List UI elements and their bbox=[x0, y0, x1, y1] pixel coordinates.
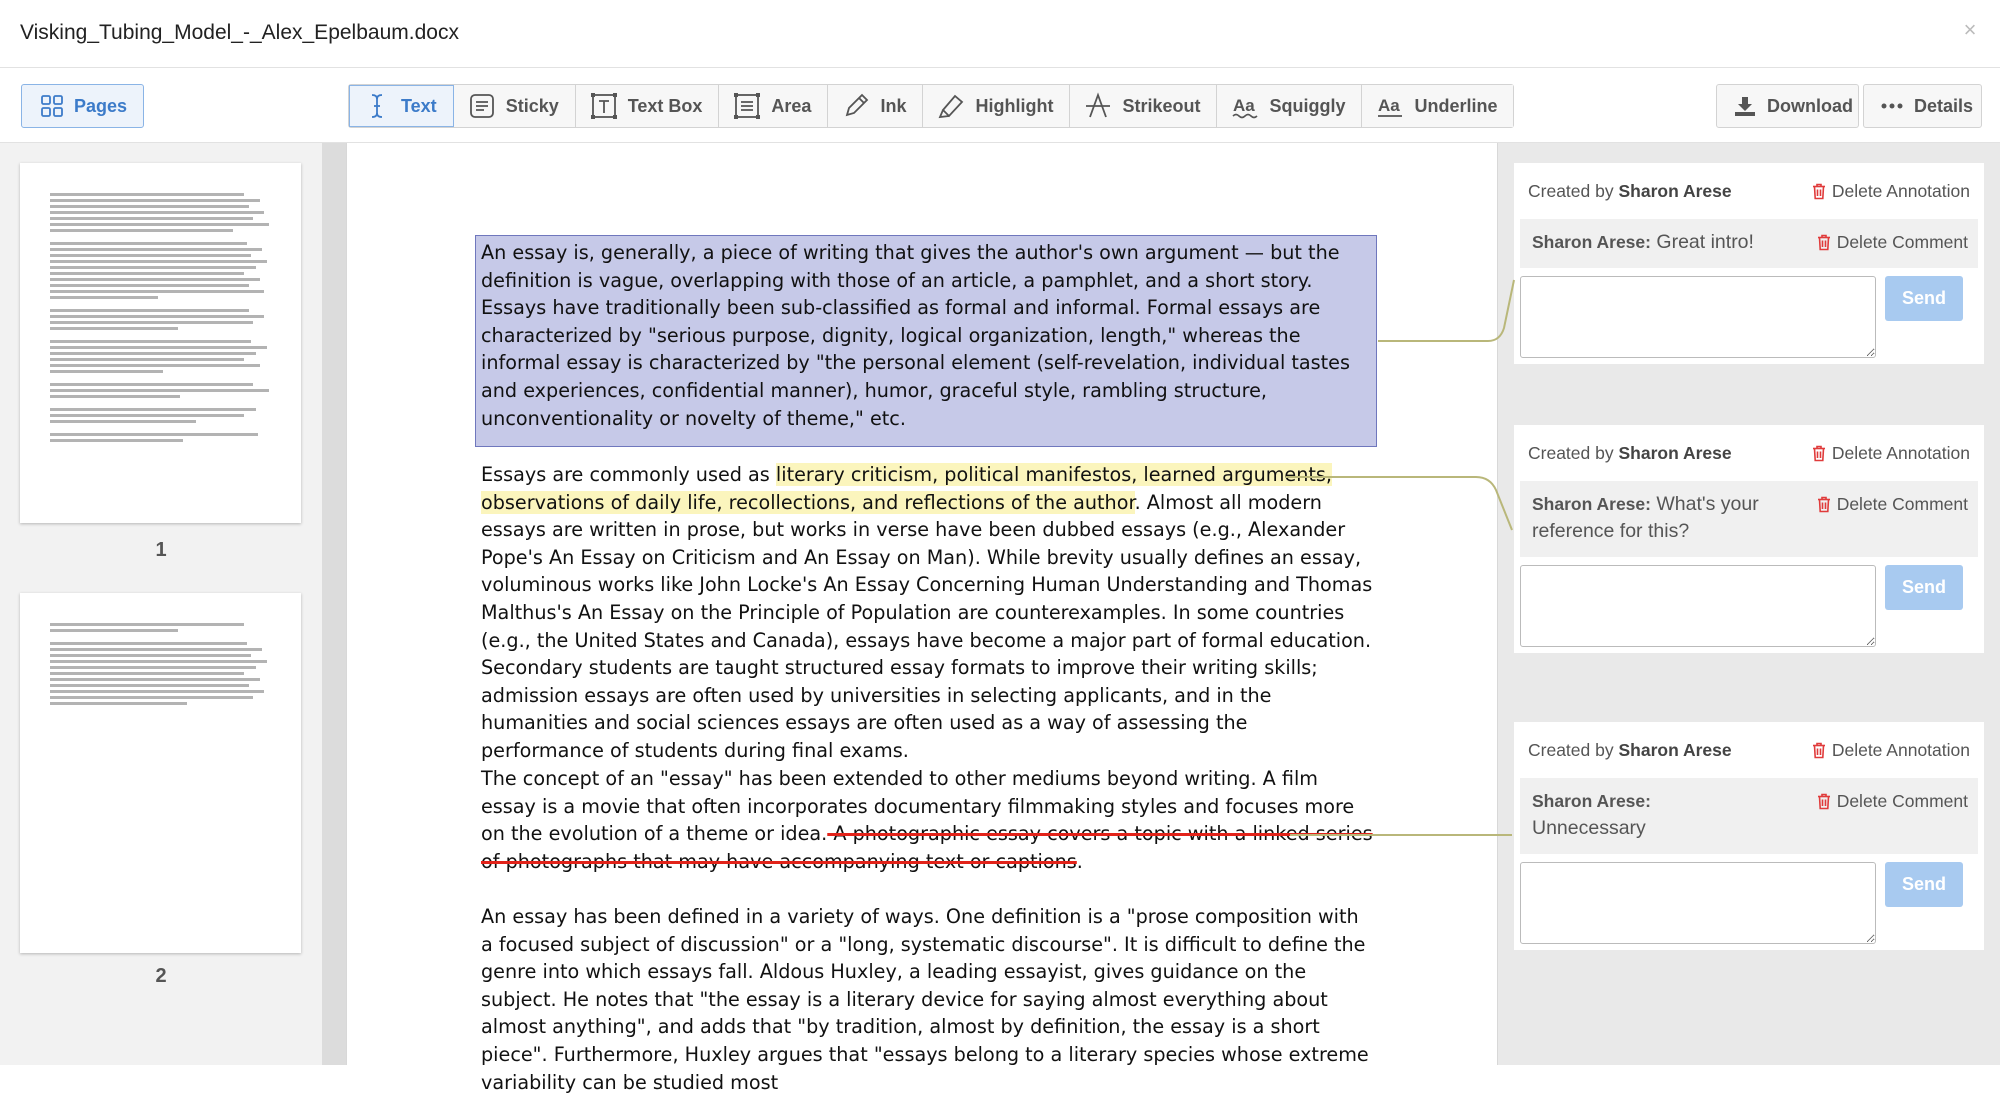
strikeout-annotation[interactable]: A photographic essay covers a topic with a linked series of photographs that may have accompanying text or captions bbox=[481, 822, 1373, 873]
delete-comment-button[interactable]: Delete Comment bbox=[1817, 491, 1968, 518]
tool-ink[interactable] bbox=[828, 85, 923, 127]
download-icon bbox=[1731, 92, 1759, 120]
thumbnail-text-line bbox=[50, 254, 251, 257]
trash-icon bbox=[1812, 183, 1826, 200]
pages-button[interactable] bbox=[21, 84, 144, 128]
thumbnail-text-line bbox=[50, 309, 249, 312]
thumbnail-text-line bbox=[50, 248, 262, 251]
thumbnail-text-line bbox=[50, 383, 253, 386]
page-thumbnail-2[interactable] bbox=[20, 593, 301, 953]
thumbnail-text-line bbox=[50, 272, 244, 275]
strikeout-icon bbox=[1084, 92, 1112, 120]
thumbnail-text-line bbox=[50, 370, 163, 373]
thumbnail-text-line bbox=[50, 364, 260, 367]
annotation-card bbox=[1514, 425, 1984, 653]
paragraph-4: An essay has been defined in a variety of ways. One definition is a "prose composition with a focused subject of discussion" or a "long, systematic discourse". It is difficult to define the genre into which essays fall. Aldous Huxley, a leading essayist, gives guidance on the subject. He notes that "the essay is a literary device for saying almost everything about almost anything", and adds that "by tradition, almost by definition, the essay is a short piece". Furthermore, Huxley argues that "essays belong to a literary species whose extreme variability can be studied most bbox=[481, 905, 1369, 1094]
squiggly-icon bbox=[1231, 92, 1259, 120]
thumbnail-text-line bbox=[50, 327, 178, 330]
paragraph-3 bbox=[481, 765, 1373, 875]
pages-button-label: Pages bbox=[74, 95, 128, 116]
highlight-annotation[interactable]: literary criticism, political manifestos, learned arguments, observations of daily life, recollections, and reflections of the author bbox=[481, 463, 1333, 514]
thumbnail-text-line bbox=[50, 217, 253, 220]
thumbnail-text-line bbox=[50, 205, 249, 208]
thumbnail-text-line bbox=[50, 439, 183, 442]
viewer-gutter bbox=[322, 143, 346, 1065]
thumbnail-text-line bbox=[50, 352, 256, 355]
comment-text: Unnecessary bbox=[1532, 817, 1646, 839]
thumbnail-text-line bbox=[50, 629, 178, 632]
pencil-icon bbox=[842, 92, 870, 120]
download-button[interactable] bbox=[1716, 84, 1859, 128]
thumbnail-text-line bbox=[50, 340, 251, 343]
thumbnail-text-line bbox=[50, 284, 249, 287]
annotation-author: Sharon Arese bbox=[1618, 442, 1732, 463]
annotation-tool-group bbox=[348, 84, 1514, 128]
comment-author: Sharon Arese: bbox=[1532, 494, 1651, 514]
thumbnail-text-line bbox=[50, 433, 258, 436]
page-number-2: 2 bbox=[155, 965, 167, 987]
tool-text-box-label: Text Box bbox=[627, 95, 703, 116]
tool-sticky[interactable] bbox=[454, 85, 576, 127]
paragraph-1: An essay is, generally, a piece of writing that gives the author's own argument — but the definition is vague, overlapping with those of an article, a pamphlet, and a short story. Essays have traditionally been sub-classified as formal and informal. Formal essays are characterized by "serious purpose, dignity, logical organization, length," whereas the informal essay is characterized by "the personal element (self-revelation, individual tastes and experiences, confidential manner), humor, graceful style, rambling structure, unconventionality or novelty of theme," etc. bbox=[481, 241, 1350, 430]
trash-icon bbox=[1817, 793, 1831, 810]
close-icon[interactable]: × bbox=[1963, 17, 1977, 42]
thumbnail-text-line bbox=[50, 660, 267, 663]
page-number-1: 1 bbox=[155, 539, 167, 561]
tool-strikeout-label: Strikeout bbox=[1122, 95, 1201, 116]
area-icon bbox=[733, 92, 761, 120]
tool-ink-label: Ink bbox=[880, 95, 907, 116]
delete-annotation-button[interactable]: Delete Annotation bbox=[1812, 181, 1970, 202]
thumbnail-text-line bbox=[50, 678, 260, 681]
thumbnail-text-line bbox=[50, 290, 264, 293]
comment-text: Great intro! bbox=[1656, 231, 1754, 253]
tool-highlight-label: Highlight bbox=[975, 95, 1054, 116]
text-cursor-icon bbox=[363, 92, 391, 120]
thumbnail-text-line bbox=[50, 229, 233, 232]
thumbnail-text-line bbox=[50, 648, 262, 651]
trash-icon bbox=[1812, 445, 1826, 462]
thumbnail-text-line bbox=[50, 389, 269, 392]
sticky-note-icon bbox=[468, 92, 496, 120]
thumbnail-text-line bbox=[50, 346, 267, 349]
thumbnail-text-line bbox=[50, 623, 244, 626]
thumbnail-text-line bbox=[50, 193, 244, 196]
ellipsis-icon bbox=[1878, 92, 1906, 120]
comment bbox=[1520, 778, 1978, 854]
comment-text: What's your reference for this? bbox=[1532, 493, 1759, 542]
created-by-text: Created by Sharon Arese bbox=[1528, 442, 1732, 463]
grid-icon bbox=[38, 92, 66, 120]
trash-icon bbox=[1812, 742, 1826, 759]
tool-squiggly-label: Squiggly bbox=[1269, 95, 1346, 116]
annotation-card bbox=[1514, 163, 1984, 364]
tool-underline[interactable] bbox=[1362, 85, 1513, 127]
toolbar bbox=[0, 68, 2000, 143]
send-button[interactable]: Send bbox=[1885, 565, 1963, 610]
tool-area[interactable] bbox=[719, 85, 828, 127]
annotation-author: Sharon Arese bbox=[1618, 180, 1732, 201]
delete-annotation-button[interactable]: Delete Annotation bbox=[1812, 740, 1970, 761]
tool-sticky-label: Sticky bbox=[505, 95, 559, 116]
tool-strikeout[interactable] bbox=[1070, 85, 1217, 127]
thumbnail-text-line bbox=[50, 690, 264, 693]
tool-text-label: Text bbox=[401, 95, 437, 116]
svg-text:Aa: Aa bbox=[1378, 96, 1401, 115]
tool-squiggly[interactable] bbox=[1217, 85, 1362, 127]
paragraph-3-text-end: . bbox=[1076, 849, 1083, 873]
thumbnail-text-line bbox=[50, 684, 249, 687]
download-button-label: Download bbox=[1767, 95, 1853, 116]
tool-highlight[interactable] bbox=[923, 85, 1070, 127]
created-by-text: Created by Sharon Arese bbox=[1528, 739, 1732, 760]
thumbnail-text-line bbox=[50, 408, 256, 411]
details-button-label: Details bbox=[1914, 95, 1974, 116]
thumbnail-text-line bbox=[50, 395, 180, 398]
paragraph-2 bbox=[481, 461, 1373, 765]
trash-icon bbox=[1817, 496, 1831, 513]
page-thumbnails-panel bbox=[0, 143, 322, 1065]
thumbnail-text-line bbox=[50, 296, 158, 299]
annotations-panel bbox=[1498, 143, 2000, 1065]
annotation-card bbox=[1514, 722, 1984, 950]
send-button[interactable]: Send bbox=[1885, 276, 1963, 321]
text-box-icon bbox=[590, 92, 618, 120]
details-button[interactable] bbox=[1863, 84, 1982, 128]
paragraph-2-text-end: . Almost all modern essays are written in prose, but works in verse have been dubbed essays (e.g., Alexander Pope's An Essay on Criticism and An Essay on Man). While brevity usually defines an essay, voluminous works like John Locke's An Essay Concerning Human Understanding and Thomas Malthus's An Essay on the Principle of Population are counterexamples. In some countries (e.g., the United States and Canada), essays have become a major part of formal education. Secondary students are taught structured essay formats to improve their writing skills; admission essays are often used by universities in selecting applicants, and in the humanities and social sciences essays are often used as a way of assessing the performance of students during final exams. bbox=[481, 490, 1373, 762]
underline-icon bbox=[1376, 92, 1404, 120]
created-by-text: Created by Sharon Arese bbox=[1528, 180, 1732, 201]
thumbnail-text-line bbox=[50, 666, 256, 669]
thumbnail-text-line bbox=[50, 278, 260, 281]
highlighter-icon bbox=[937, 92, 965, 120]
thumbnail-text-line bbox=[50, 420, 196, 423]
send-button[interactable]: Send bbox=[1885, 862, 1963, 907]
page-thumbnail-1[interactable] bbox=[20, 163, 301, 523]
thumbnail-text-line bbox=[50, 702, 187, 705]
comment bbox=[1520, 219, 1978, 268]
thumbnail-text-line bbox=[50, 199, 260, 202]
tool-underline-label: Underline bbox=[1414, 95, 1498, 116]
trash-icon bbox=[1817, 234, 1831, 251]
title-bar bbox=[0, 0, 2000, 68]
paragraph-2-text-start: Essays are commonly used as bbox=[481, 463, 776, 486]
thumbnail-text-line bbox=[50, 321, 253, 324]
comment-author: Sharon Arese: bbox=[1532, 791, 1651, 811]
thumbnail-text-line bbox=[50, 414, 244, 417]
thumbnail-text-line bbox=[50, 696, 253, 699]
thumbnail-text-line bbox=[50, 223, 269, 226]
thumbnail-text-line bbox=[50, 654, 251, 657]
reply-input[interactable] bbox=[1520, 565, 1876, 647]
delete-comment-button[interactable]: Delete Comment bbox=[1817, 788, 1968, 815]
delete-annotation-button[interactable]: Delete Annotation bbox=[1812, 443, 1970, 464]
thumbnail-text-line bbox=[50, 315, 264, 318]
reply-input[interactable] bbox=[1520, 276, 1876, 358]
comment bbox=[1520, 481, 1978, 557]
thumbnail-text-line bbox=[50, 642, 247, 645]
paragraph-3-text-start: The concept of an "essay" has been extended to other mediums beyond writing. A film essay is a movie that often incorporates documentary filmmaking styles and focuses more on the evolution of a theme or idea. bbox=[481, 767, 1355, 846]
document-title: Visking_Tubing_Model_-_Alex_Epelbaum.docx bbox=[20, 21, 459, 44]
tool-text-box[interactable] bbox=[576, 85, 720, 127]
svg-text:Aa: Aa bbox=[1233, 96, 1256, 115]
thumbnail-text-line bbox=[50, 672, 244, 675]
thumbnail-text-line bbox=[50, 358, 244, 361]
thumbnail-text-line bbox=[50, 242, 247, 245]
document-page[interactable] bbox=[346, 143, 1498, 1094]
tool-text[interactable] bbox=[349, 85, 454, 127]
comment-author: Sharon Arese: bbox=[1532, 232, 1651, 252]
thumbnail-text-line bbox=[50, 211, 264, 214]
annotation-author: Sharon Arese bbox=[1618, 739, 1732, 760]
thumbnail-text-line bbox=[50, 266, 256, 269]
reply-input[interactable] bbox=[1520, 862, 1876, 944]
tool-area-label: Area bbox=[771, 95, 812, 116]
thumbnail-text-line bbox=[50, 260, 267, 263]
delete-comment-button[interactable]: Delete Comment bbox=[1817, 229, 1968, 256]
